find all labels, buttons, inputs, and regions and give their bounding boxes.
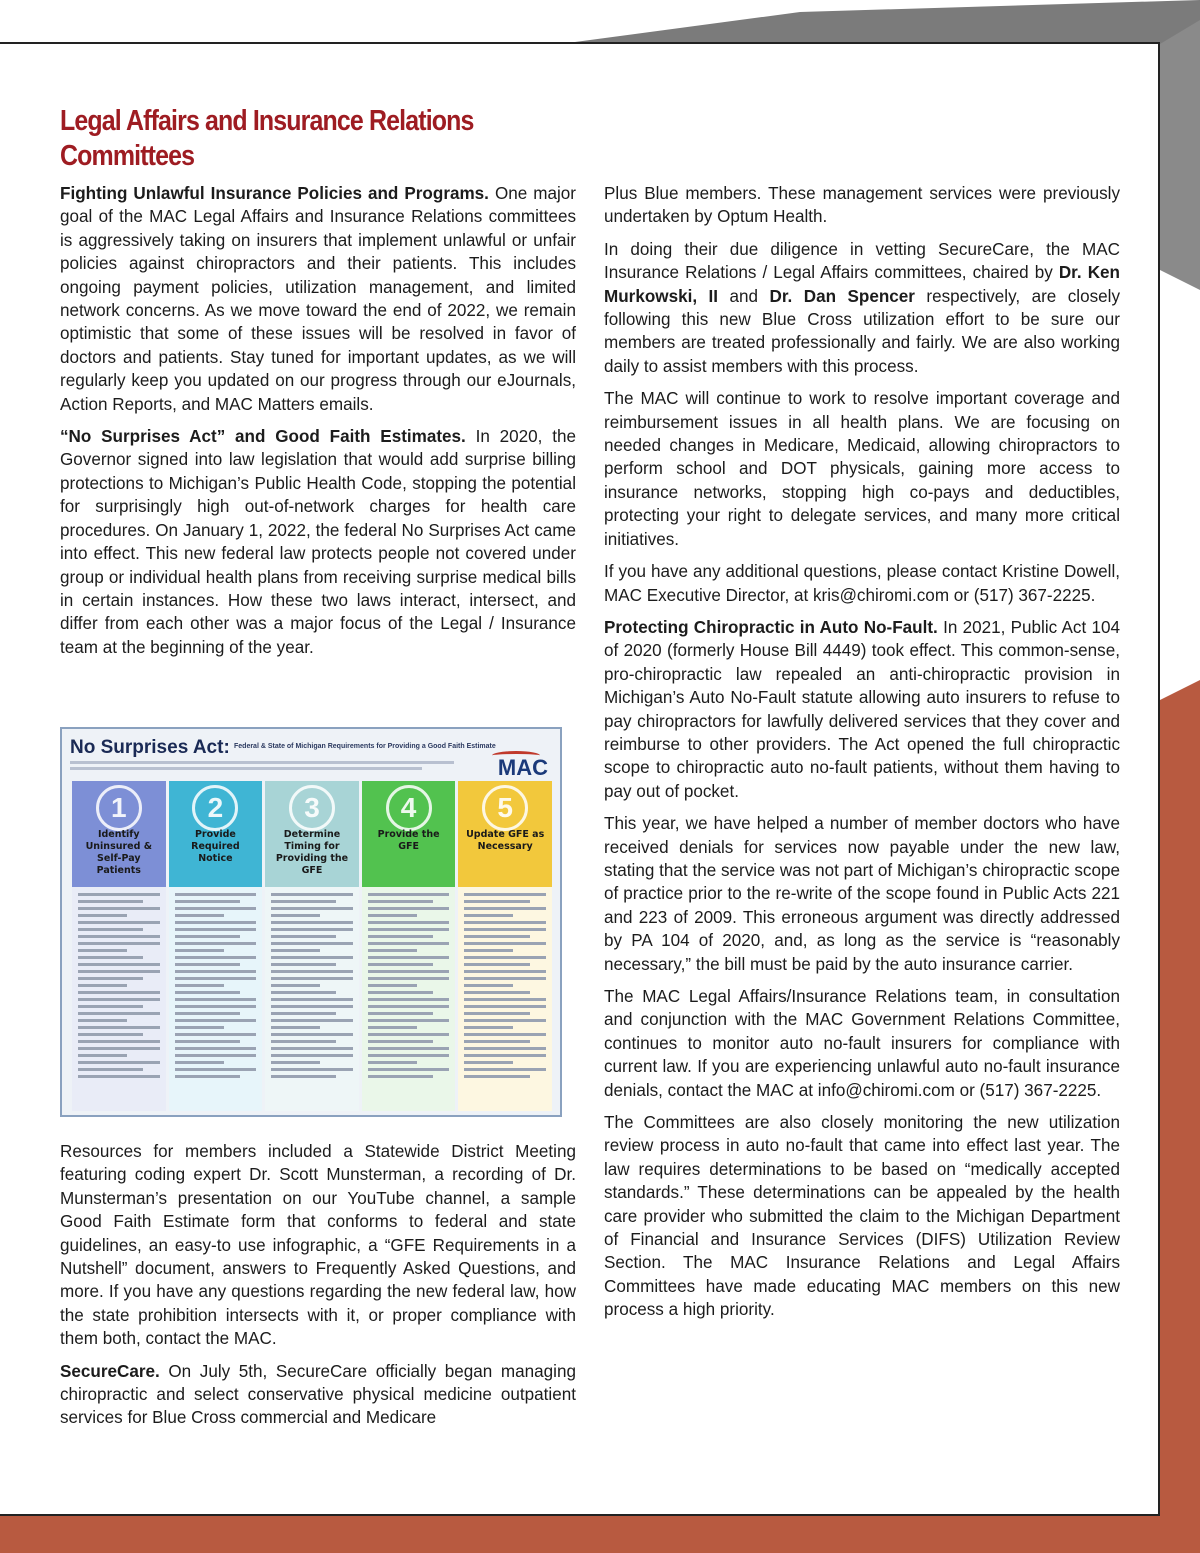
- paragraph-text: One major goal of the MAC Legal Affairs and Insurance Relations committees is aggressively taking on insurers that implement unlawful or unfair policies against chiropractors and their patients. This includes ongoing payment policies, utilization management, and limited network concerns. As we move toward the end of 2022, we remain optimistic that some of these issues will be resolved in favor of doctors and patients. Stay tuned for important updates, as we will regularly keep you updated on our progress through our eJournals, Action Reports, and MAC Matters emails.: [60, 184, 576, 414]
- step-number: 1: [96, 785, 142, 831]
- paragraph-text: respectively, are closely following this new Blue Cross utilization effort to be sure our members are treated professionally and fairly. We are also working daily to assist members with this process.: [604, 286, 1120, 376]
- infographic-step: [458, 781, 552, 1111]
- paragraph-monitoring: The MAC Legal Affairs/Insurance Relations team, in consultation and conjunction with the MAC Government Relations Committee, continues to monitor auto no-fault insurers for compliance with current law. If you are experiencing unlawful auto no-fault insurance denials, contact the MAC at info@chiromi.com or (517) 367-2225.: [604, 987, 1120, 1100]
- infographic-step: [265, 781, 359, 1111]
- chair-name-1: Dr. Ken Murkowski, II: [604, 263, 1120, 306]
- right-red-band: [1160, 680, 1200, 1553]
- step-body: [458, 887, 552, 1111]
- step-number: 3: [289, 785, 335, 831]
- step-body: [362, 887, 456, 1111]
- step-label: Provide Required Notice: [191, 829, 240, 864]
- title-line-2: Committees: [60, 140, 195, 172]
- right-gray-band: [1160, 20, 1200, 290]
- step-label: Identify Uninsured & Self-Pay Patients: [85, 829, 153, 876]
- paragraph-denials: This year, we have helped a number of member doctors who have received denials for services now payable under the new law, stating that the service was not part of Michigan’s chiropractic scope of practice prior to the re-write of the scope found in Public Acts 221 and 223 of 2009. This erroneous argument was directly addressed by PA 104 of 2020, and, as long as the service is “reasonably necessary,” the bill must be paid by the auto insurance carrier.: [604, 814, 1120, 974]
- subheading-insurance-policies: Fighting Unlawful Insurance Policies and Programs.: [60, 184, 489, 203]
- step-label: Update GFE as Necessary: [466, 829, 545, 852]
- infographic-step: [72, 781, 166, 1111]
- bottom-red-band: [0, 1516, 1200, 1553]
- infographic-steps: [72, 781, 552, 1111]
- infographic-heading: No Surprises Act:: [70, 737, 230, 758]
- step-label: Provide the GFE: [377, 829, 440, 852]
- step-body: [72, 887, 166, 1111]
- step-number: 5: [482, 785, 528, 831]
- paragraph-contact: If you have any additional questions, please contact Kristine Dowell, MAC Executive Director, at kris@chiromi.com or (517) 367-2225.: [604, 562, 1120, 605]
- infographic-step: [362, 781, 456, 1111]
- infographic-subheading: Federal & State of Michigan Requirements for Providing a Good Faith Estimate: [234, 743, 496, 750]
- paragraph-text: On July 5th, SecureCare officially began managing chiropractic and select conservative physical medicine outpatient services for Blue Cross commercial and Medicare: [60, 1361, 576, 1428]
- mac-logo: MAC: [497, 755, 548, 780]
- infographic-step: [169, 781, 263, 1111]
- left-column: [60, 182, 576, 668]
- paragraph-securecare: [60, 1360, 576, 1430]
- paragraph-utilization-review: The Committees are also closely monitoring the new utilization review process in auto no-fault that came into effect last year. The law requires determinations to be based on “medically accepted standards.” These determinations can be appealed by the health care provider who submitted the claim to the Michigan Department of Financial and Insurance Services (DIFS) Utilization Review Section. The MAC Insurance Relations and Legal Affairs Committees have made educating MAC members on this new process a high priority.: [604, 1113, 1120, 1320]
- paragraph-no-surprises: [60, 425, 576, 659]
- top-gray-band: [560, 0, 1200, 44]
- subheading-auto-no-fault: Protecting Chiropractic in Auto No-Fault.: [604, 617, 938, 637]
- step-body: [265, 887, 359, 1111]
- subheading-securecare: SecureCare.: [60, 1361, 160, 1381]
- page-title: [60, 104, 507, 174]
- step-label: Determine Timing for Providing the GFE: [275, 829, 349, 876]
- step-body: [169, 887, 263, 1111]
- paragraph-text: In doing their due diligence in vetting SecureCare, the MAC Insurance Relations / Legal Affairs committees, chaired by: [604, 239, 1120, 283]
- step-number: 4: [386, 785, 432, 831]
- paragraph-coverage: The MAC will continue to work to resolve important coverage and reimbursement issues in all health plans. We are focusing on needed changes in Medicare, Medicaid, allowing chiropractors to perform school and DOT physicals, gaining more access to insurance networks, stopping high co-pays and deductibles, protecting your right to delegate services, and many more critical initiatives.: [604, 389, 1120, 549]
- paragraph-insurance-policies: [60, 182, 576, 416]
- paragraph-auto-no-fault: [604, 616, 1120, 803]
- infographic-fine-print: [70, 761, 470, 775]
- paragraph-text: In 2021, Public Act 104 of 2020 (formerly House Bill 4449) took effect. This common-sense, pro-chiropractic law repealed an anti-chiropractic provision in Michigan’s Auto No-Fault statute allowing auto insurers to refuse to pay chiropractors for lawfully delivered services that they cover and reimburse to other providers. The Act opened the full chiropractic scope to chiropractic auto no-fault patients, without them having to pay out of pocket.: [604, 617, 1120, 801]
- left-column-lower: [60, 1140, 576, 1439]
- subheading-no-surprises: “No Surprises Act” and Good Faith Estimates.: [60, 427, 466, 447]
- paragraph-resources: Resources for members included a Statewide District Meeting featuring coding expert Dr. Scott Munsterman, a recording of Dr. Munsterman’s presentation on our YouTube channel, a sample Good Faith Estimate form that conforms to federal and state guidelines, an easy-to use infographic, a “GFE Requirements in a Nutshell” document, answers to Frequently Asked Questions, and more. If you have any questions regarding the new federal law, how the state prohibition intersects with it, or proper compliance with them both, contact the MAC.: [60, 1142, 576, 1349]
- chair-name-2: Dr. Dan Spencer: [769, 286, 915, 306]
- paragraph-text: In 2020, the Governor signed into law legislation that would add surprise billing protections to Michigan’s Public Health Code, stopping the potential for surprisingly high out-of-network charges for health care procedures. On January 1, 2022, the federal No Surprises Act came into effect. This new federal law protects people not covered under group or individual health plans from receiving surprise medical bills in certain instances. How these two laws interact, intersect, and differ from each other was a major focus of the Legal / Insurance team at the beginning of the year.: [60, 427, 576, 657]
- paragraph-blue-members: Plus Blue members. These management services were previously undertaken by Optum Health.: [604, 184, 1120, 227]
- title-line-1: Legal Affairs and Insurance Relations: [60, 105, 474, 137]
- paragraph-text: and: [718, 286, 770, 306]
- no-surprises-infographic: [60, 727, 562, 1117]
- paragraph-due-diligence: [604, 238, 1120, 378]
- step-number: 2: [192, 785, 238, 831]
- right-column: [604, 182, 1120, 1331]
